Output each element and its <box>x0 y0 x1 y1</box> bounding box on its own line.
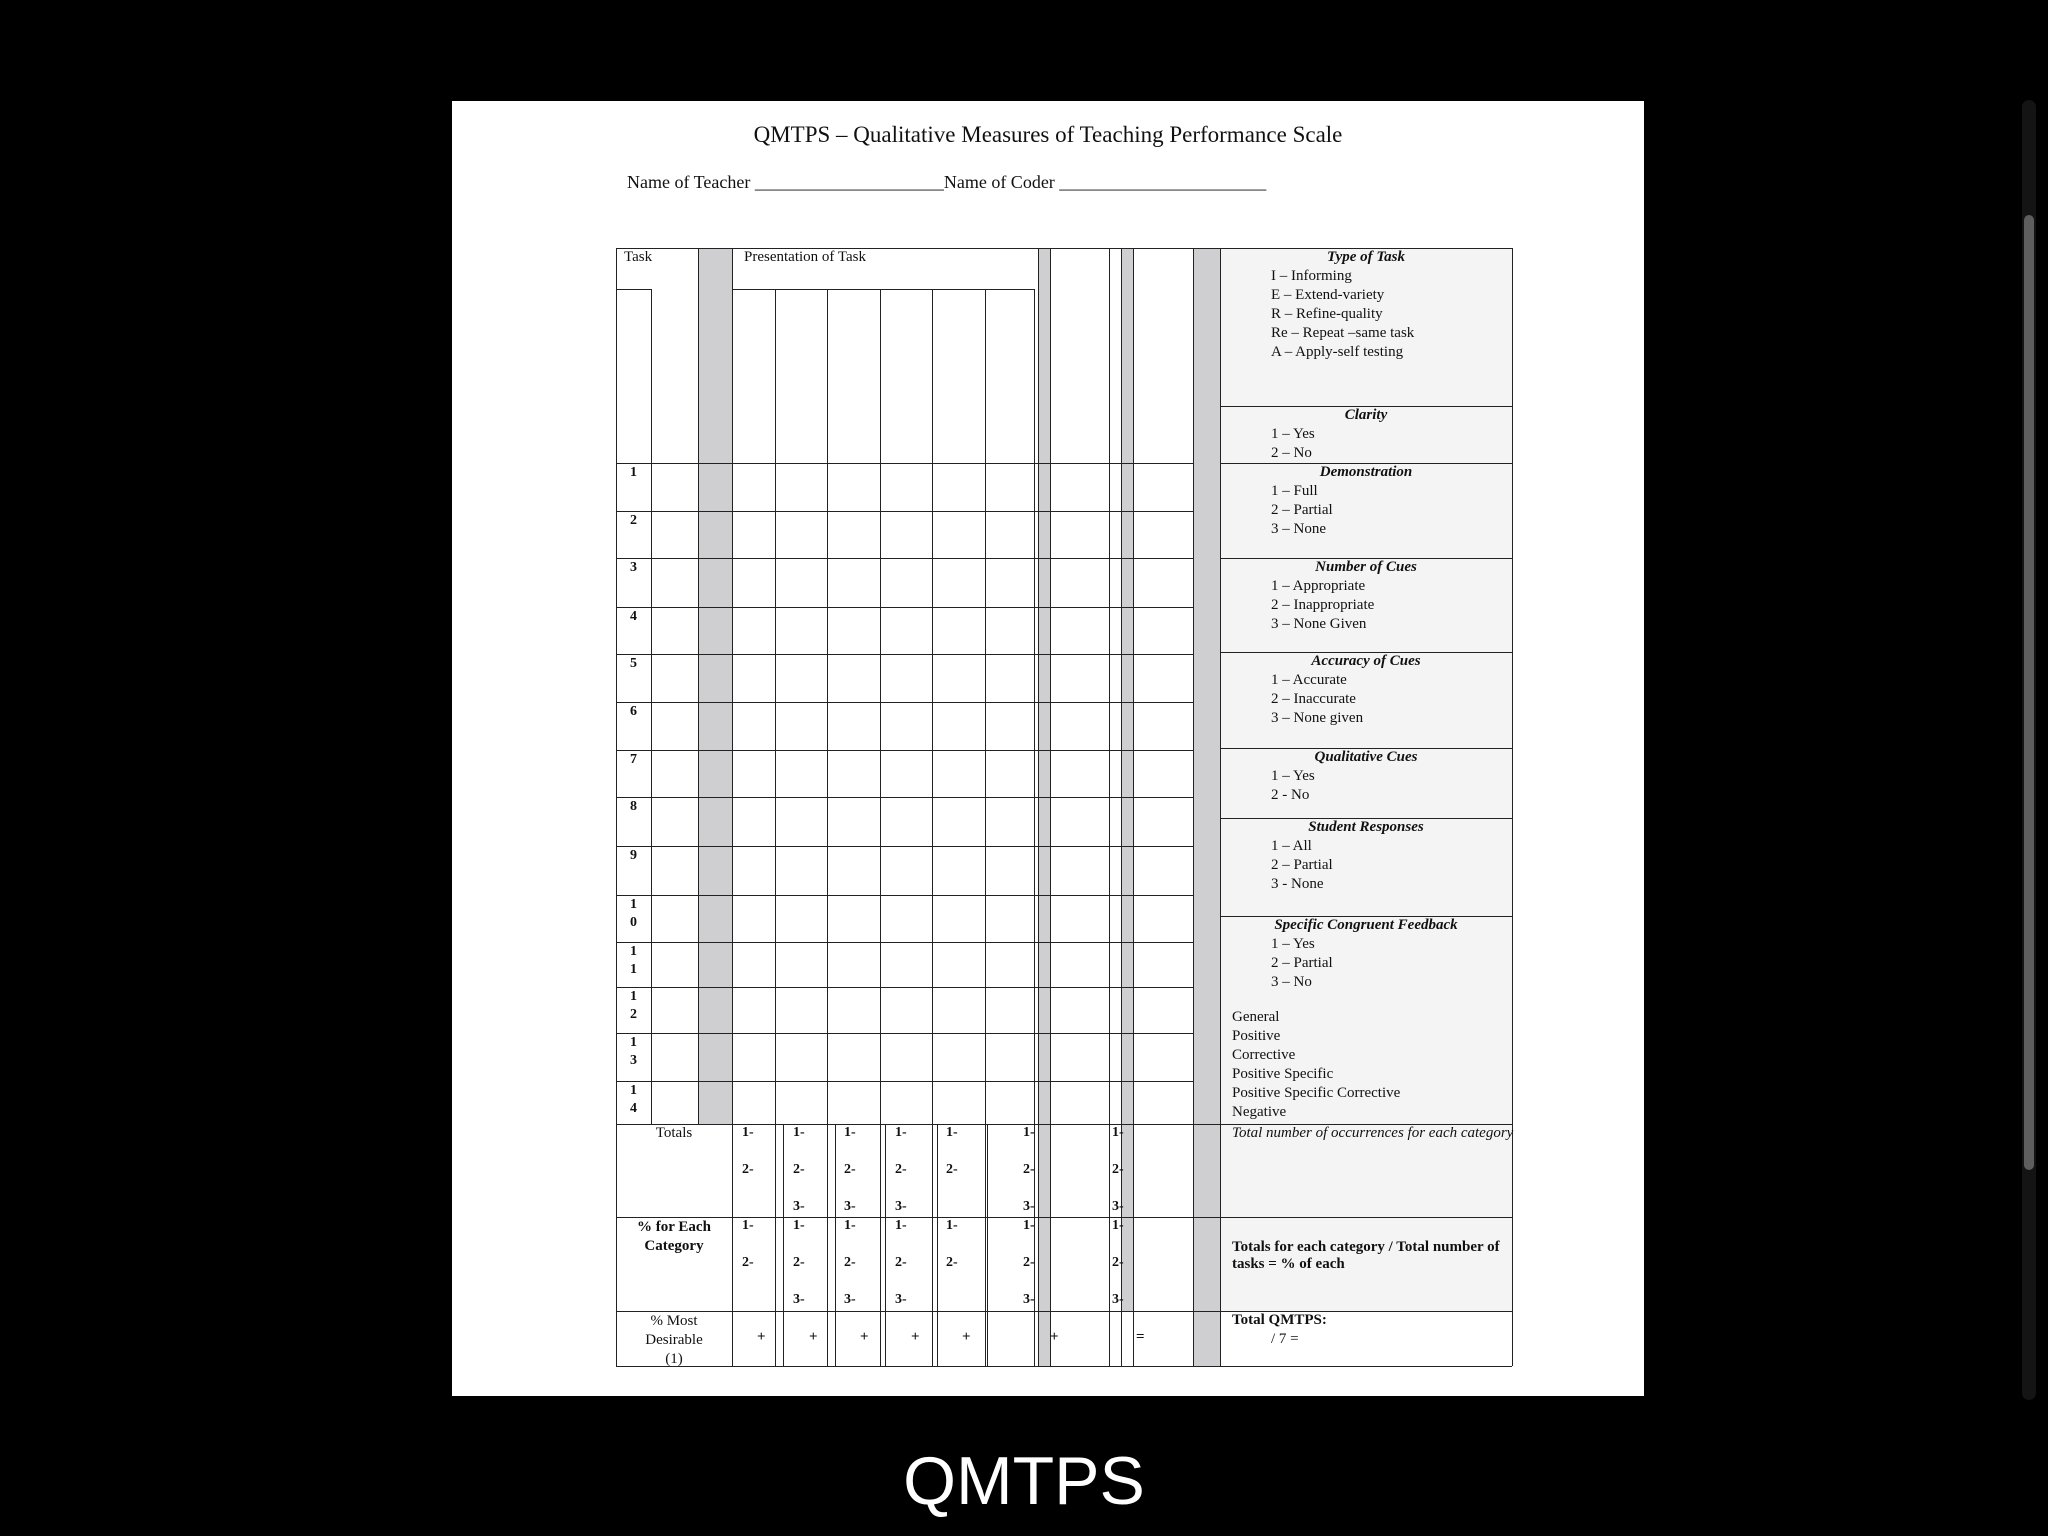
legend-item: 3 – None given <box>1271 710 1364 726</box>
score-input-cell[interactable] <box>734 944 773 985</box>
score-input-cell[interactable] <box>777 1035 825 1079</box>
score-input-cell[interactable] <box>777 656 825 700</box>
score-input-cell[interactable] <box>882 848 930 893</box>
grid-line <box>775 289 777 1366</box>
shaded-column <box>1038 1311 1050 1366</box>
score-input-cell[interactable] <box>777 989 825 1031</box>
score-input-cell[interactable] <box>777 609 825 652</box>
legend-item: 2 – No <box>1271 445 1312 461</box>
task-number: 1 0 <box>630 897 637 930</box>
legend-item: 2 - No <box>1271 787 1310 803</box>
score-input-cell[interactable] <box>829 656 878 700</box>
score-input-cell[interactable] <box>734 848 773 893</box>
legend-title: Number of Cues <box>1315 559 1417 575</box>
score-mark: 1- <box>793 1125 805 1140</box>
score-input-cell[interactable] <box>777 897 825 940</box>
score-input-cell[interactable] <box>1135 1035 1191 1079</box>
score-input-cell[interactable] <box>734 1083 773 1122</box>
score-input-cell[interactable] <box>882 1035 930 1079</box>
plus-sign: + <box>911 1329 920 1345</box>
score-input-cell[interactable] <box>653 1083 696 1122</box>
legend-title: Accuracy of Cues <box>1311 653 1421 669</box>
score-mark: 2- <box>895 1255 907 1270</box>
bottom-column-divider <box>783 1124 785 1366</box>
score-input-cell[interactable] <box>653 944 696 985</box>
score-mark: 3- <box>793 1292 805 1307</box>
grid-line <box>1109 248 1111 1366</box>
score-input-cell[interactable] <box>1135 656 1191 700</box>
score-input-cell[interactable] <box>734 897 773 940</box>
score-input-cell[interactable] <box>829 513 878 556</box>
legend-title: Type of Task <box>1326 249 1406 265</box>
score-mark: 1- <box>946 1125 958 1140</box>
bottom-column-divider <box>937 1124 939 1366</box>
plus-sign: + <box>809 1329 818 1345</box>
score-input-cell[interactable] <box>882 704 930 748</box>
legend-item: 3 - None <box>1271 876 1324 892</box>
score-mark: 2- <box>844 1162 856 1177</box>
feedback-type: Positive Specific <box>1232 1066 1334 1082</box>
score-input-cell[interactable] <box>734 1035 773 1079</box>
shaded-column <box>1193 248 1220 1366</box>
score-mark: 3- <box>844 1292 856 1307</box>
score-input-cell[interactable] <box>1052 560 1107 605</box>
slide-caption: QMTPS <box>903 1443 1145 1519</box>
qmtps-form-table <box>452 101 1644 1396</box>
score-input-cell[interactable] <box>882 513 930 556</box>
row-line <box>616 1033 1193 1035</box>
legend-item: I – Informing <box>1271 268 1352 284</box>
percent-note: Totals for each category / Total number of tasks = % of each <box>1232 1239 1500 1272</box>
legend-title: Student Responses <box>1308 819 1424 835</box>
header-presentation-of-task: Presentation of Task <box>744 249 866 265</box>
legend-item: 1 – Accurate <box>1271 672 1347 688</box>
score-input-cell[interactable] <box>829 848 878 893</box>
legend-item: 1 – Yes <box>1271 936 1315 952</box>
score-input-cell[interactable] <box>882 897 930 940</box>
score-input-cell[interactable] <box>1135 560 1191 605</box>
legend-item: 1 – Yes <box>1271 768 1315 784</box>
bottom-column-divider <box>835 1124 837 1366</box>
score-input-cell[interactable] <box>882 560 930 605</box>
task-number: 1 <box>630 465 637 480</box>
score-input-cell[interactable] <box>1052 1035 1107 1079</box>
score-mark: 2- <box>793 1162 805 1177</box>
grid-line <box>1193 248 1195 1366</box>
score-input-cell[interactable] <box>882 989 930 1031</box>
score-input-cell[interactable] <box>829 989 878 1031</box>
score-input-cell[interactable] <box>829 752 878 795</box>
score-input-cell[interactable] <box>1135 897 1191 940</box>
header-divider <box>732 289 1034 291</box>
grid-line <box>698 248 700 1124</box>
score-input-cell[interactable] <box>934 944 983 985</box>
score-input-cell[interactable] <box>882 609 930 652</box>
score-input-cell[interactable] <box>734 465 773 509</box>
score-input-cell[interactable] <box>829 704 878 748</box>
score-mark: 2- <box>1112 1162 1124 1177</box>
score-input-cell[interactable] <box>829 1083 878 1122</box>
score-input-cell[interactable] <box>1052 897 1107 940</box>
score-input-cell[interactable] <box>734 609 773 652</box>
legend-title: Specific Congruent Feedback <box>1274 917 1458 933</box>
row-line <box>616 750 1193 752</box>
score-mark: 2- <box>946 1255 958 1270</box>
score-input-cell[interactable] <box>882 752 930 795</box>
score-input-cell[interactable] <box>734 752 773 795</box>
score-mark: 3- <box>1112 1199 1124 1214</box>
row-line <box>616 463 1193 465</box>
score-input-cell[interactable] <box>777 799 825 844</box>
score-input-cell[interactable] <box>1052 1083 1107 1122</box>
row-line <box>616 797 1193 799</box>
score-input-cell[interactable] <box>653 656 696 700</box>
score-input-cell[interactable] <box>777 944 825 985</box>
task-number: 1 2 <box>630 989 637 1022</box>
task-number: 1 4 <box>630 1083 637 1116</box>
score-input-cell[interactable] <box>1052 465 1107 509</box>
score-input-cell[interactable] <box>934 897 983 940</box>
legend-item: A – Apply-self testing <box>1271 344 1404 360</box>
score-mark: 2- <box>844 1255 856 1270</box>
score-input-cell[interactable] <box>777 704 825 748</box>
teacher-coder-name-line: Name of Teacher _____________________Name of Coder _______________________ <box>627 172 1267 192</box>
score-input-cell[interactable] <box>734 704 773 748</box>
shaded-column <box>698 248 732 1124</box>
score-mark: 3- <box>844 1199 856 1214</box>
score-mark: 3- <box>895 1292 907 1307</box>
score-input-cell[interactable] <box>934 989 983 1031</box>
total-qmtps-label: Total QMTPS: <box>1232 1312 1327 1328</box>
score-input-cell[interactable] <box>1052 513 1107 556</box>
score-input-cell[interactable] <box>1135 799 1191 844</box>
score-input-cell[interactable] <box>1052 704 1107 748</box>
bottom-column-divider <box>885 1124 887 1366</box>
grid-line <box>1050 248 1052 1366</box>
most-desirable-top-line <box>616 1311 1512 1313</box>
score-input-cell[interactable] <box>653 897 696 940</box>
plus-sign: + <box>757 1329 766 1345</box>
score-input-cell[interactable] <box>1135 609 1191 652</box>
legend-item: 1 – Yes <box>1271 426 1315 442</box>
score-input-cell[interactable] <box>882 1083 930 1122</box>
task-number: 2 <box>630 513 637 528</box>
score-input-cell[interactable] <box>734 656 773 700</box>
legend-item: Re – Repeat –same task <box>1271 325 1415 341</box>
score-input-cell[interactable] <box>1135 1083 1191 1122</box>
feedback-type: Positive <box>1232 1028 1281 1044</box>
score-input-cell[interactable] <box>777 513 825 556</box>
task-number: 3 <box>630 560 637 575</box>
score-mark: 2- <box>946 1162 958 1177</box>
score-input-cell[interactable] <box>882 799 930 844</box>
score-mark: 2- <box>1023 1255 1035 1270</box>
task-divider <box>651 289 653 1124</box>
task-number: 7 <box>630 752 637 767</box>
grid-line <box>1133 248 1135 1366</box>
score-input-cell[interactable] <box>1135 989 1191 1031</box>
document-page <box>452 101 1644 1396</box>
score-input-cell[interactable] <box>934 1035 983 1079</box>
feedback-type: Negative <box>1232 1104 1287 1120</box>
legend-title: Demonstration <box>1319 464 1413 480</box>
score-input-cell[interactable] <box>653 1035 696 1079</box>
grid-line <box>732 248 734 1366</box>
score-input-cell[interactable] <box>882 656 930 700</box>
equals-sign: = <box>1136 1329 1145 1345</box>
header-task: Task <box>624 249 653 265</box>
score-input-cell[interactable] <box>829 944 878 985</box>
score-input-cell[interactable] <box>734 989 773 1031</box>
legend-item: 3 – None Given <box>1271 616 1367 632</box>
legend-item: 3 – None <box>1271 521 1326 537</box>
row-line <box>616 607 1193 609</box>
score-mark: 2- <box>1112 1255 1124 1270</box>
score-input-cell[interactable] <box>829 799 878 844</box>
legend-title: Qualitative Cues <box>1314 749 1418 765</box>
score-mark: 3- <box>895 1199 907 1214</box>
task-number: 4 <box>630 609 637 624</box>
score-mark: 3- <box>1112 1292 1124 1307</box>
shaded-column <box>1038 248 1050 1124</box>
score-input-cell[interactable] <box>1135 752 1191 795</box>
row-line <box>616 654 1193 656</box>
table-bottom-border <box>616 1366 1512 1368</box>
score-mark: 1- <box>742 1125 754 1140</box>
feedback-type: Corrective <box>1232 1047 1296 1063</box>
legend-item: 2 – Partial <box>1271 502 1333 518</box>
score-mark: 1- <box>1112 1125 1124 1140</box>
score-input-cell[interactable] <box>1135 944 1191 985</box>
score-mark: 1- <box>1023 1125 1035 1140</box>
score-input-cell[interactable] <box>1135 848 1191 893</box>
score-mark: 1- <box>742 1218 754 1233</box>
row-label-percent-most-desirable: % Most Desirable (1) <box>645 1313 703 1367</box>
score-input-cell[interactable] <box>734 560 773 605</box>
total-qmtps-formula: / 7 = <box>1271 1331 1299 1347</box>
score-input-cell[interactable] <box>829 465 878 509</box>
feedback-type: General <box>1232 1009 1280 1025</box>
row-line <box>616 942 1193 944</box>
header-divider <box>616 289 651 291</box>
row-line <box>616 511 1193 513</box>
score-mark: 1- <box>895 1125 907 1140</box>
score-input-cell[interactable] <box>777 1083 825 1122</box>
score-mark: 1- <box>1112 1218 1124 1233</box>
plus-sign: + <box>1050 1329 1059 1345</box>
legend-item: 2 – Partial <box>1271 955 1333 971</box>
score-input-cell[interactable] <box>829 1035 878 1079</box>
score-input-cell[interactable] <box>653 989 696 1031</box>
row-line <box>616 702 1193 704</box>
legend-title: Clarity <box>1344 407 1388 423</box>
totals-note: Total number of occurrences for each category <box>1232 1125 1514 1141</box>
score-mark: 3- <box>1023 1199 1035 1214</box>
row-line <box>616 987 1193 989</box>
grid-line <box>1038 248 1040 1366</box>
score-input-cell[interactable] <box>829 609 878 652</box>
score-input-cell[interactable] <box>1135 465 1191 509</box>
feedback-type: Positive Specific Corrective <box>1232 1085 1401 1101</box>
score-input-cell[interactable] <box>653 704 696 748</box>
score-input-cell[interactable] <box>829 897 878 940</box>
legend-item: R – Refine-quality <box>1271 306 1383 322</box>
legend-item: 2 – Inappropriate <box>1271 597 1375 613</box>
score-input-cell[interactable] <box>934 848 983 893</box>
score-mark: 2- <box>1023 1162 1035 1177</box>
score-input-cell[interactable] <box>934 799 983 844</box>
plus-sign: + <box>962 1329 971 1345</box>
score-input-cell[interactable] <box>653 848 696 893</box>
grid-line <box>880 289 882 1366</box>
score-mark: 1- <box>844 1125 856 1140</box>
score-input-cell[interactable] <box>653 513 696 556</box>
score-input-cell[interactable] <box>934 752 983 795</box>
task-number: 1 3 <box>630 1035 637 1068</box>
score-input-cell[interactable] <box>934 609 983 652</box>
score-mark: 1- <box>946 1218 958 1233</box>
task-number: 8 <box>630 799 637 814</box>
legend-item: 2 – Partial <box>1271 857 1333 873</box>
score-input-cell[interactable] <box>653 799 696 844</box>
score-input-cell[interactable] <box>1052 799 1107 844</box>
score-input-cell[interactable] <box>934 560 983 605</box>
scrollbar-thumb[interactable] <box>2024 215 2034 1170</box>
table-left-border <box>616 248 618 1366</box>
score-input-cell[interactable] <box>1135 513 1191 556</box>
score-input-cell[interactable] <box>934 513 983 556</box>
row-line <box>616 558 1193 560</box>
score-mark: 2- <box>742 1162 754 1177</box>
score-input-cell[interactable] <box>777 560 825 605</box>
task-number: 9 <box>630 848 637 863</box>
score-mark: 1- <box>844 1218 856 1233</box>
score-mark: 2- <box>895 1162 907 1177</box>
shaded-column <box>1121 248 1133 1124</box>
task-number: 5 <box>630 656 637 671</box>
score-mark: 2- <box>793 1255 805 1270</box>
score-input-cell[interactable] <box>1135 704 1191 748</box>
score-mark: 1- <box>895 1218 907 1233</box>
legend-item: 2 – Inaccurate <box>1271 691 1356 707</box>
score-mark: 1- <box>793 1218 805 1233</box>
score-mark: 2- <box>742 1255 754 1270</box>
score-mark: 3- <box>793 1199 805 1214</box>
score-input-cell[interactable] <box>934 465 983 509</box>
score-input-cell[interactable] <box>777 752 825 795</box>
score-input-cell[interactable] <box>882 465 930 509</box>
legend-item: 3 – No <box>1271 974 1312 990</box>
score-input-cell[interactable] <box>882 944 930 985</box>
task-number: 1 1 <box>630 944 637 977</box>
score-input-cell[interactable] <box>1052 752 1107 795</box>
score-input-cell[interactable] <box>734 513 773 556</box>
legend-item: 1 – Appropriate <box>1271 578 1366 594</box>
row-line <box>616 895 1193 897</box>
row-label-percent-each: % for Each Category <box>637 1219 711 1254</box>
row-line <box>616 846 1193 848</box>
legend-item: 1 – All <box>1271 838 1312 854</box>
score-input-cell[interactable] <box>934 1083 983 1122</box>
score-input-cell[interactable] <box>777 848 825 893</box>
row-line <box>616 1081 1193 1083</box>
plus-sign: + <box>860 1329 869 1345</box>
score-input-cell[interactable] <box>1052 848 1107 893</box>
score-input-cell[interactable] <box>1052 944 1107 985</box>
task-number: 6 <box>630 704 637 719</box>
row-label-totals: Totals <box>655 1125 693 1141</box>
grid-line <box>932 289 934 1366</box>
score-mark: 1- <box>1023 1218 1035 1233</box>
score-input-cell[interactable] <box>653 465 696 509</box>
score-input-cell[interactable] <box>653 560 696 605</box>
score-input-cell[interactable] <box>934 656 983 700</box>
score-input-cell[interactable] <box>829 560 878 605</box>
legend-item: E – Extend-variety <box>1271 287 1385 303</box>
legend-item: 1 – Full <box>1271 483 1318 499</box>
document-title: QMTPS – Qualitative Measures of Teaching Performance Scale <box>753 122 1343 147</box>
bottom-column-divider <box>987 1124 989 1366</box>
score-input-cell[interactable] <box>777 465 825 509</box>
score-input-cell[interactable] <box>653 609 696 652</box>
score-input-cell[interactable] <box>1052 609 1107 652</box>
score-input-cell[interactable] <box>1052 989 1107 1031</box>
score-input-cell[interactable] <box>1052 656 1107 700</box>
score-input-cell[interactable] <box>934 704 983 748</box>
score-mark: 3- <box>1023 1292 1035 1307</box>
grid-line <box>827 289 829 1366</box>
score-input-cell[interactable] <box>653 752 696 795</box>
score-input-cell[interactable] <box>734 799 773 844</box>
